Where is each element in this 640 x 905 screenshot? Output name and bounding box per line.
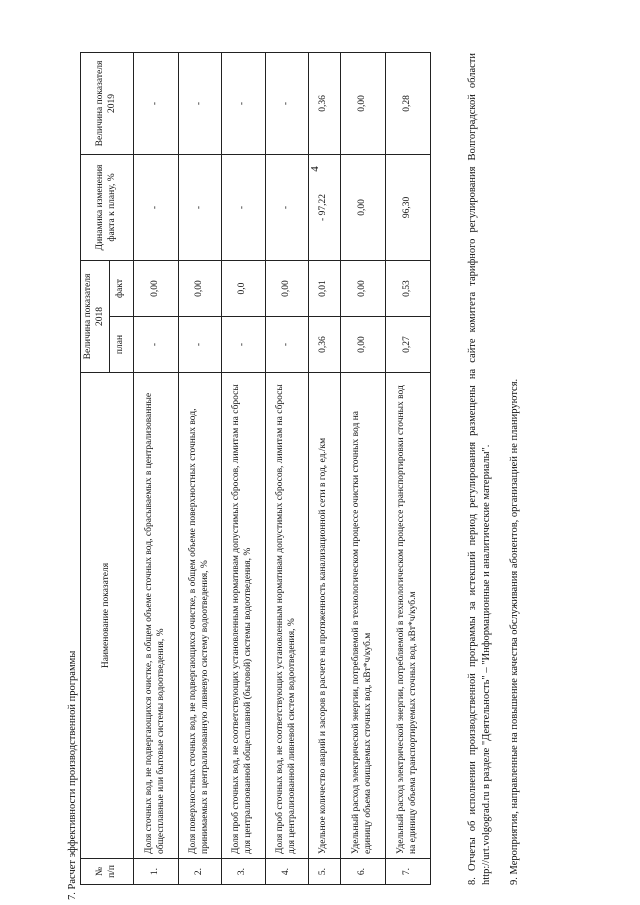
row-dynamics: 96,30 <box>385 154 430 260</box>
row-dynamics: - 97,22 <box>308 154 340 260</box>
row-fact: 0,00 <box>178 260 221 316</box>
table-row <box>265 52 308 884</box>
row-plan: - <box>265 317 308 373</box>
row-num: 1. <box>133 859 178 885</box>
efficiency-table <box>80 52 431 885</box>
row-name: Доля проб сточных вод, не соответствующих установленным нормативам допустимых сбросов, лимитам на сбросы для централизованной общесплавной (бытовой) системы водоотведения, % <box>221 373 265 859</box>
table-row <box>385 52 430 884</box>
table-row <box>221 52 265 884</box>
table-row <box>133 52 178 884</box>
table-row <box>178 52 221 884</box>
row-num: 7. <box>385 859 430 885</box>
row-fact: 0,00 <box>133 260 178 316</box>
section-title: 7. Расчет эффективности производственной программы <box>67 650 78 900</box>
header-num: № п/п <box>81 859 134 885</box>
row-fact: 0,00 <box>265 260 308 316</box>
row-name: Доля проб сточных вод, не соответствующих установленным нормативам допустимых сбросов, лимитам на сбросы для централизованной ливневой систем водоотведения, % <box>265 373 308 859</box>
notes <box>466 53 537 885</box>
row-num: 3. <box>221 859 265 885</box>
row-dynamics: - <box>221 154 265 260</box>
row-num: 4. <box>265 859 308 885</box>
row-value-2019: - <box>133 52 178 154</box>
row-name: Удельный расход электрической энергии, потребляемой в технологическом процессе очистки сточных вод на единицу объема очищаемых сточных вод, кВт*ч/куб.м <box>340 373 385 859</box>
row-name: Удельный расход электрической энергии, потребляемой в технологическом процессе транспортировки сточных вод на единицу объема транспортируемых сточных вод, кВт*ч/куб.м <box>385 373 430 859</box>
page-number: 4 <box>308 166 321 172</box>
table-row <box>340 52 385 884</box>
header-name: Наименование показателя <box>81 373 134 859</box>
row-value-2019: - <box>221 52 265 154</box>
row-plan: - <box>178 317 221 373</box>
row-num: 2. <box>178 859 221 885</box>
row-dynamics: - <box>178 154 221 260</box>
header-value-2018: Величина показателя 2018 <box>81 260 110 372</box>
row-name: Доля поверхностных сточных вод, не подвергающихся очистке, в общем объеме поверхностных сточных вод, принимаемых в централизованную ливневую систему водоотведения, % <box>178 373 221 859</box>
row-fact: 0,53 <box>385 260 430 316</box>
note-9: 9. Мероприятия, направленные на повышение качества обслуживания абонентов, организацией не планируются. <box>509 378 521 885</box>
row-plan: 0,00 <box>340 317 385 373</box>
row-name: Удельное количество аварий и засоров в расчете на протяженность канализационной сети в год, ед./км <box>308 373 340 859</box>
row-dynamics: 0,00 <box>340 154 385 260</box>
header-dynamics: Динамика изменения факта к плану, % <box>81 154 134 260</box>
header-value-2019: Величина показателя 2019 <box>81 52 134 154</box>
row-value-2019: 0,28 <box>385 52 430 154</box>
table-row <box>308 52 340 884</box>
row-num: 5. <box>308 859 340 885</box>
row-dynamics: - <box>265 154 308 260</box>
header-plan: план <box>109 317 133 373</box>
row-value-2019: 0,36 <box>308 52 340 154</box>
row-fact: 0,00 <box>340 260 385 316</box>
row-name: Доля сточных вод, не подвергающихся очистке, в общем объеме сточных вод, сбрасываемых в централизованные общесплавные или бытовые системы водоотведения, % <box>133 373 178 859</box>
row-dynamics: - <box>133 154 178 260</box>
row-plan: 0,27 <box>385 317 430 373</box>
note-8: 8. Отчеты об исполнении производственной программы за истекший период регулирования размещены на сайте комитета тарифного регулирования Волгоградской области http://urt.volgograd.ru в разделе "Деятельность" – "Информационные и аналитические материалы". <box>467 53 493 885</box>
row-plan: - <box>133 317 178 373</box>
row-num: 6. <box>340 859 385 885</box>
row-fact: 0,0 <box>221 260 265 316</box>
row-fact: 0,01 <box>308 260 340 316</box>
row-value-2019: 0,00 <box>340 52 385 154</box>
header-fact: факт <box>109 260 133 316</box>
row-value-2019: - <box>265 52 308 154</box>
row-value-2019: - <box>178 52 221 154</box>
row-plan: 0,36 <box>308 317 340 373</box>
row-plan: - <box>221 317 265 373</box>
